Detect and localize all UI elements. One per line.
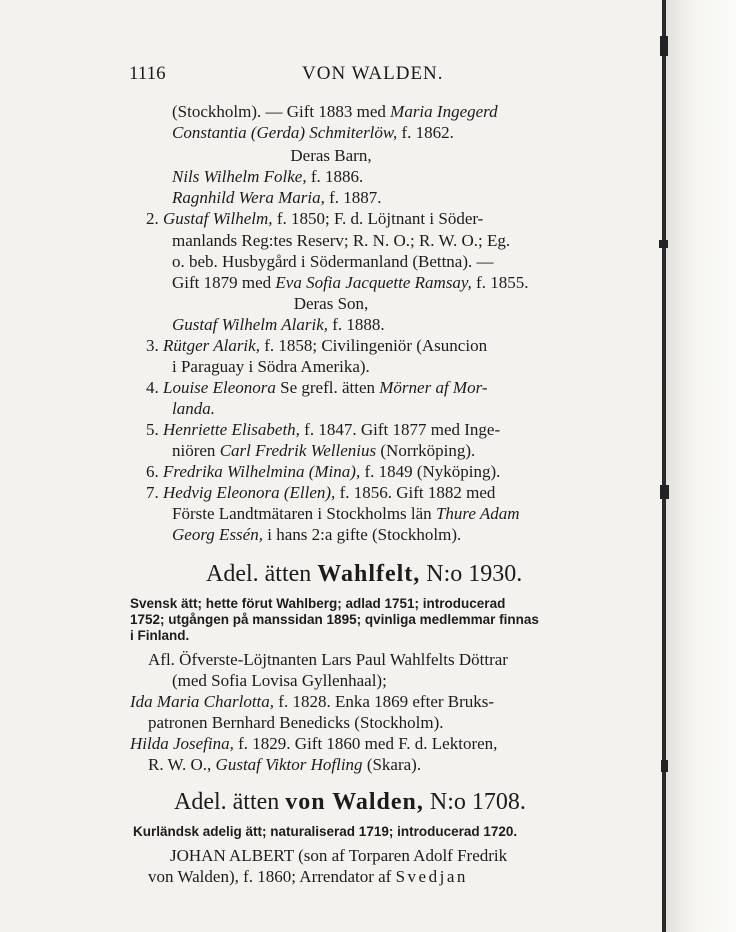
text-line: 4. Louise Eleonora Se grefl. ätten Mörner af Mor- xyxy=(146,378,488,397)
text-line: JOHAN ALBERT (son af Torparen Adolf Fredrik xyxy=(170,846,508,865)
text-line: 6. Fredrika Wilhelmina (Mina), f. 1849 (Nyköping). xyxy=(146,462,501,481)
text-line: niören Carl Fredrik Wellenius (Norrköping). xyxy=(172,441,476,460)
text-line: Constantia (Gerda) Schmiterlöw, f. 1862. xyxy=(172,123,454,142)
text-line: Nils Wilhelm Folke, f. 1886. xyxy=(172,167,364,186)
edge-mark xyxy=(661,760,668,772)
text-line: Georg Essén, i hans 2:a gifte (Stockholm). xyxy=(172,525,462,544)
binding-line xyxy=(662,0,666,932)
text-line: landa. xyxy=(172,399,215,418)
text-line: manlands Reg:tes Reserv; R. N. O.; R. W. O.; Eg. xyxy=(172,231,511,250)
text-line: Gustaf Wilhelm Alarik, f. 1888. xyxy=(172,315,385,334)
section-description: Kurländsk adelig ätt; naturaliserad 1719; introducerad 1720. xyxy=(133,824,518,839)
page-number: 1116 xyxy=(129,63,166,84)
text-line: 5. Henriette Elisabeth, f. 1847. Gift 1877 med Inge- xyxy=(146,420,501,439)
section-description: 1752; utgången på manssidan 1895; qvinliga medlemmar finnas xyxy=(130,612,539,627)
text-line: R. W. O., Gustaf Viktor Hofling (Skara). xyxy=(148,755,422,774)
text-line: Ragnhild Wera Maria, f. 1887. xyxy=(172,188,382,207)
text-line: Gift 1879 med Eva Sofia Jacquette Ramsay, f. 1855. xyxy=(172,273,529,292)
text-line: patronen Bernhard Benedicks (Stockholm). xyxy=(148,713,444,732)
text-line: (med Sofia Lovisa Gyllenhaal); xyxy=(172,671,387,690)
text-line: Afl. Öfverste-Löjtnanten Lars Paul Wahlfelts Döttrar xyxy=(148,650,508,669)
section-heading-walden: Adel. ätten von Walden, N:o 1708. xyxy=(174,789,526,815)
text-line: (Stockholm). — Gift 1883 med Maria Ingegerd xyxy=(172,102,498,121)
section-description: Svensk ätt; hette förut Wahlberg; adlad 1751; introducerad xyxy=(130,596,506,611)
section-heading-wahlfelt: Adel. ätten Wahlfelt, N:o 1930. xyxy=(206,561,523,587)
text-line: Förste Landtmätaren i Stockholms län Thure Adam xyxy=(172,504,520,523)
edge-mark xyxy=(660,36,668,56)
text-line: Deras Son, xyxy=(293,294,369,313)
facing-page-edge xyxy=(666,0,736,932)
edge-mark xyxy=(660,485,669,499)
text-line: i Paraguay i Södra Amerika). xyxy=(172,357,370,376)
text-line: 3. Rütger Alarik, f. 1858; Civilingeniör (Asuncion xyxy=(146,336,488,355)
edge-mark xyxy=(659,240,668,248)
section-description: i Finland. xyxy=(130,628,190,643)
text-line: 2. Gustaf Wilhelm, f. 1850; F. d. Löjtnant i Söder- xyxy=(146,209,484,228)
text-line: von Walden), f. 1860; Arrendator af Svedjan xyxy=(148,867,468,886)
text-line: Hilda Josefina, f. 1829. Gift 1860 med F. d. Lektoren, xyxy=(130,734,498,753)
text-line: Ida Maria Charlotta, f. 1828. Enka 1869 efter Bruks- xyxy=(130,692,495,711)
running-title: VON WALDEN. xyxy=(302,63,444,84)
text-line: o. beb. Husbygård i Södermanland (Bettna). — xyxy=(172,252,494,271)
text-line: 7. Hedvig Eleonora (Ellen), f. 1856. Gift 1882 med xyxy=(146,483,496,502)
text-line: Deras Barn, xyxy=(290,146,372,165)
